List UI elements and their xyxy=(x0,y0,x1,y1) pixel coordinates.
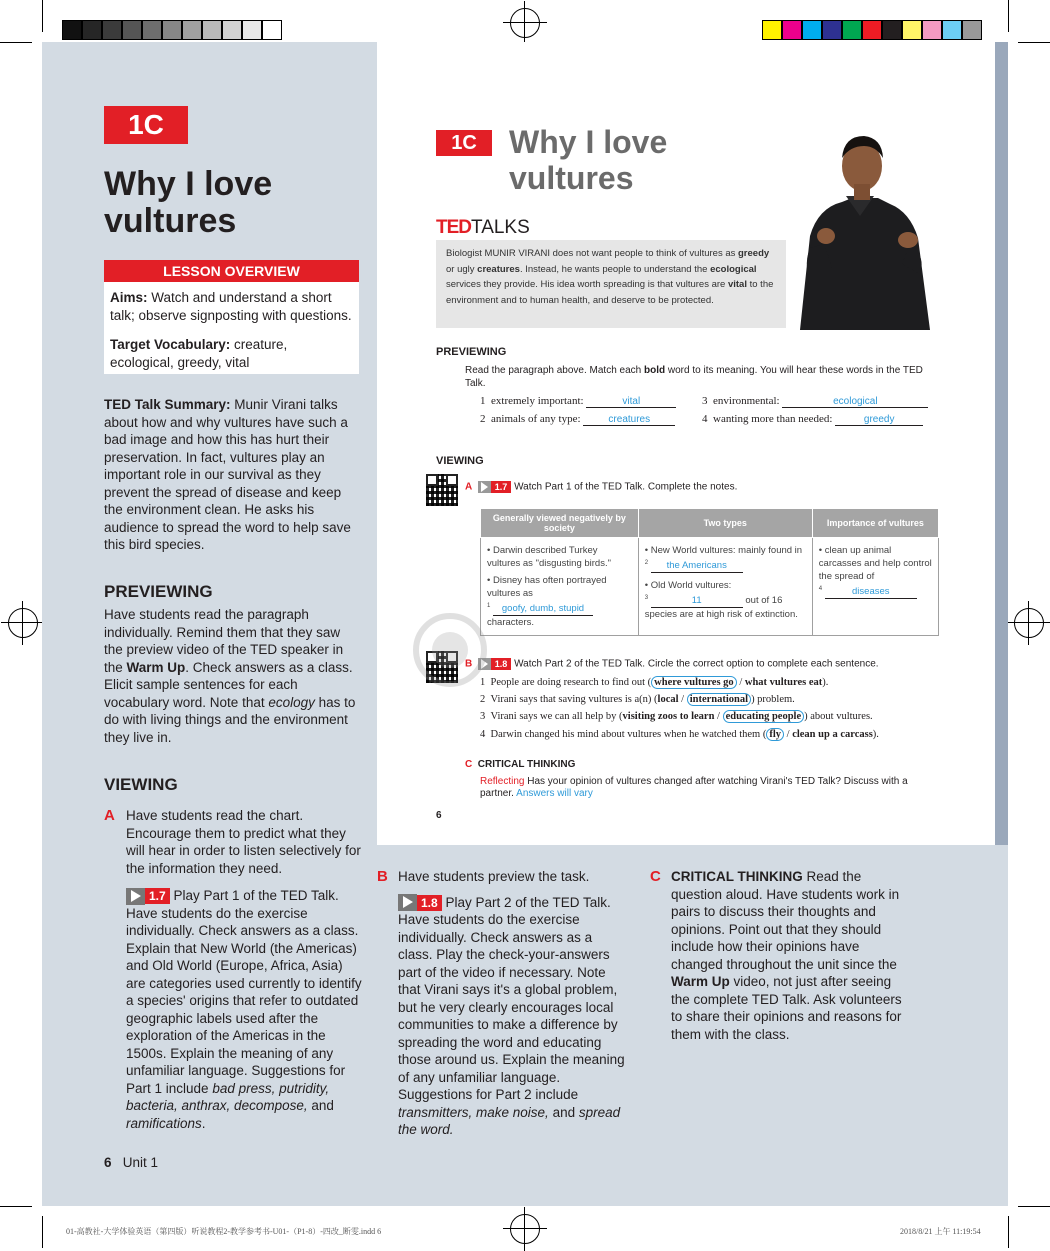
crop-mark xyxy=(0,1206,32,1207)
student-viewing-heading: VIEWING xyxy=(436,455,484,467)
exercise-a-instructions: A 1.7 Watch Part 1 of the TED Talk. Complete the notes. xyxy=(465,481,738,493)
student-page-edge xyxy=(995,42,1008,845)
answer-blank[interactable]: ecological xyxy=(782,396,928,408)
notes-table xyxy=(480,508,939,636)
circled-option[interactable]: fly xyxy=(766,728,784,741)
play-icon xyxy=(126,888,145,905)
qr-code-icon[interactable] xyxy=(426,474,458,506)
answer-blank[interactable]: greedy xyxy=(835,414,923,426)
target-vocabulary: Target Vocabulary: creature, ecological, greedy, vital xyxy=(110,337,288,370)
grayscale-bar xyxy=(62,10,290,32)
step-b-letter: B xyxy=(377,868,388,885)
teacher-page-footer: 6 Unit 1 xyxy=(104,1155,159,1170)
table-header: Two types xyxy=(638,509,812,538)
crop-mark xyxy=(1018,1206,1050,1207)
table-header: Importance of vultures xyxy=(812,509,938,538)
watermark-seal xyxy=(400,600,500,700)
student-lesson-badge: 1C xyxy=(436,130,492,156)
answer-text: Answers will vary xyxy=(516,788,593,799)
crop-mark xyxy=(1018,42,1050,43)
crop-mark xyxy=(0,42,32,43)
critical-thinking-question: Reflecting Has your opinion of vultures changed after watching Virani's TED Talk? Discuss with a partner. Answers will vary xyxy=(480,776,908,799)
video-tag: 1.8 xyxy=(417,895,442,911)
vocab-item-1: 1 extremely important: vital xyxy=(480,395,676,408)
answer-blank[interactable]: goofy, dumb, stupid xyxy=(493,602,593,616)
registration-mark-bottom xyxy=(510,1214,540,1244)
vocab-item-2: 2 animals of any type: creatures xyxy=(480,413,675,426)
date-slug: 2018/8/21 上午 11:19:54 xyxy=(900,1227,981,1236)
previewing-text: Have students read the paragraph individually. Remind them that they saw the preview video of the TED speaker in the Warm Up. Check answers as a class. Elicit sample sentences for each vocabulary word. Note that ecology has to do with living things and the environment they live in. xyxy=(104,607,356,745)
circled-option[interactable]: international xyxy=(687,693,751,706)
speaker-photo xyxy=(780,118,940,330)
lesson-title: Why I love vultures xyxy=(104,165,273,240)
tedtalks-logo: TEDTALKS xyxy=(436,217,530,238)
file-slug: 01-高教社-大学体验英语（第四版）听说教程2-教学参考书-U01-（P1-8）-四改_断雯.indd 6 xyxy=(66,1227,382,1236)
table-cell: • clean up animal carcasses and help control the spread of $^4$ diseases xyxy=(812,538,938,636)
table-header: Generally viewed negatively by society xyxy=(481,509,639,538)
play-icon xyxy=(398,894,417,911)
circled-option[interactable]: where vultures go xyxy=(651,676,737,689)
step-a-letter: A xyxy=(104,807,115,824)
table-cell: • Darwin described Turkey vultures as "disgusting birds." • Disney has often portrayed vultures as $^1$ goofy, dumb, stupid characters. xyxy=(481,538,639,636)
answer-blank[interactable]: diseases xyxy=(825,585,917,599)
previewing-instructions: Read the paragraph above. Match each bold word to its meaning. You will hear these words in the TED Talk. xyxy=(465,365,923,389)
lesson-badge: 1C xyxy=(104,106,188,144)
ted-talk-summary: TED Talk Summary: Munir Virani talks about how and why vultures have such a bad image and how this has hurt their preservation. In fact, vultures play an important role in our survival as they prevent the spread of disease and keep the environment clean. He asks his audience to spread the word to help save this bird species. xyxy=(104,397,351,552)
exercise-b-item-2: 2 Virani says that saving vultures is a(n) (local / international ) problem. xyxy=(480,694,795,705)
registration-mark-right xyxy=(1014,608,1044,638)
student-previewing-heading: PREVIEWING xyxy=(436,346,507,358)
registration-mark-top xyxy=(510,8,540,38)
student-page-number: 6 xyxy=(436,810,442,821)
speaker-bio: Biologist MUNIR VIRANI does not want people to think of vultures as greedy or ugly creatures. Instead, he wants people to understand the ecological services they provide. His idea worth spreading is that vultures are vital to the environment and to human health, and deserve to be protected. xyxy=(446,248,774,306)
circled-option[interactable]: educating people xyxy=(723,710,805,723)
answer-blank[interactable]: the Americans xyxy=(651,559,743,573)
step-b-text: Have students preview the task. 1.8 Play Part 2 of the TED Talk. Have students do the exercise individually. Check answers as a class. Play the check-your-answers part of the video if necessary. Note that Virani says it's a global problem, but he very clearly encourages local communities to make a difference by spreading the word and educating those around us. Explain the meaning of any unfamiliar language. Suggestions for Part 2 include transmitters, make noise, and spread the word. xyxy=(398,869,625,1138)
color-bar xyxy=(762,10,990,32)
exercise-b-item-4: 4 Darwin changed his mind about vultures when he watched them ( fly / clean up a carcass). xyxy=(480,729,879,740)
play-icon[interactable] xyxy=(478,481,491,493)
crop-mark xyxy=(1008,1216,1009,1248)
speaker-bio-box xyxy=(436,240,786,328)
student-lesson-title: Why I love vultures xyxy=(509,124,668,196)
aims: Aims: Watch and understand a short talk; observe signposting with questions. xyxy=(110,290,352,323)
answer-blank[interactable]: 11 xyxy=(651,594,743,608)
answer-blank[interactable]: vital xyxy=(586,396,676,408)
critical-thinking-heading: C CRITICAL THINKING xyxy=(465,759,576,770)
crop-mark xyxy=(1008,0,1009,32)
vocab-item-4: 4 wanting more than needed: greedy xyxy=(702,413,923,426)
crop-mark xyxy=(42,0,43,32)
exercise-b-instructions: B 1.8 Watch Part 2 of the TED Talk. Circle the correct option to complete each sentence. xyxy=(465,658,879,670)
step-c-text: CRITICAL THINKING Read the question aloud. Have students work in pairs to discuss their thoughts and opinions. Point out that they should include how their opinions have changed throughout the unit since the Warm Up video, not just after seeing the complete TED Talk. Ask volunteers to share their opinions and reasons for them with the class. xyxy=(671,869,902,1042)
previewing-heading: PREVIEWING xyxy=(104,582,213,601)
lesson-overview-box xyxy=(104,260,359,374)
crop-mark xyxy=(42,1216,43,1248)
step-a-text: Have students read the chart. Encourage them to predict what they will hear in order to listen selectively for the information they need. 1.7 Play Part 1 of the TED Talk. Have students do the exercise individually. Check answers as a class. Explain that New World (the Americas) and Old World (Europe, Africa, Asia) are categories used currently to identify a species' origins that refer to outdated geographic labels used after the exploration of the Americas in the 1500s. Explain the meaning of any unfamiliar language. Suggestions for Part 1 include bad press, putridity, bacteria, anthrax, decompose, and ramifications. xyxy=(126,808,362,1131)
registration-mark-left xyxy=(8,608,38,638)
exercise-b-item-3: 3 Virani says we can all help by (visiting zoos to learn / educating people ) about vultures. xyxy=(480,711,873,722)
lesson-overview-header: LESSON OVERVIEW xyxy=(104,260,359,282)
video-tag: 1.7 xyxy=(145,888,170,904)
step-c-letter: C xyxy=(650,868,661,885)
exercise-b-item-1: 1 People are doing research to find out ( where vultures go / what vultures eat). xyxy=(480,677,829,688)
table-cell: • New World vultures: mainly found in $^2$ the Americans • Old World vultures: $^3$ 11 out of 16 species are at high risk of extinction. xyxy=(638,538,812,636)
answer-blank[interactable]: creatures xyxy=(583,414,675,426)
viewing-heading: VIEWING xyxy=(104,775,178,794)
vocab-item-3: 3 environmental: ecological xyxy=(702,395,928,408)
